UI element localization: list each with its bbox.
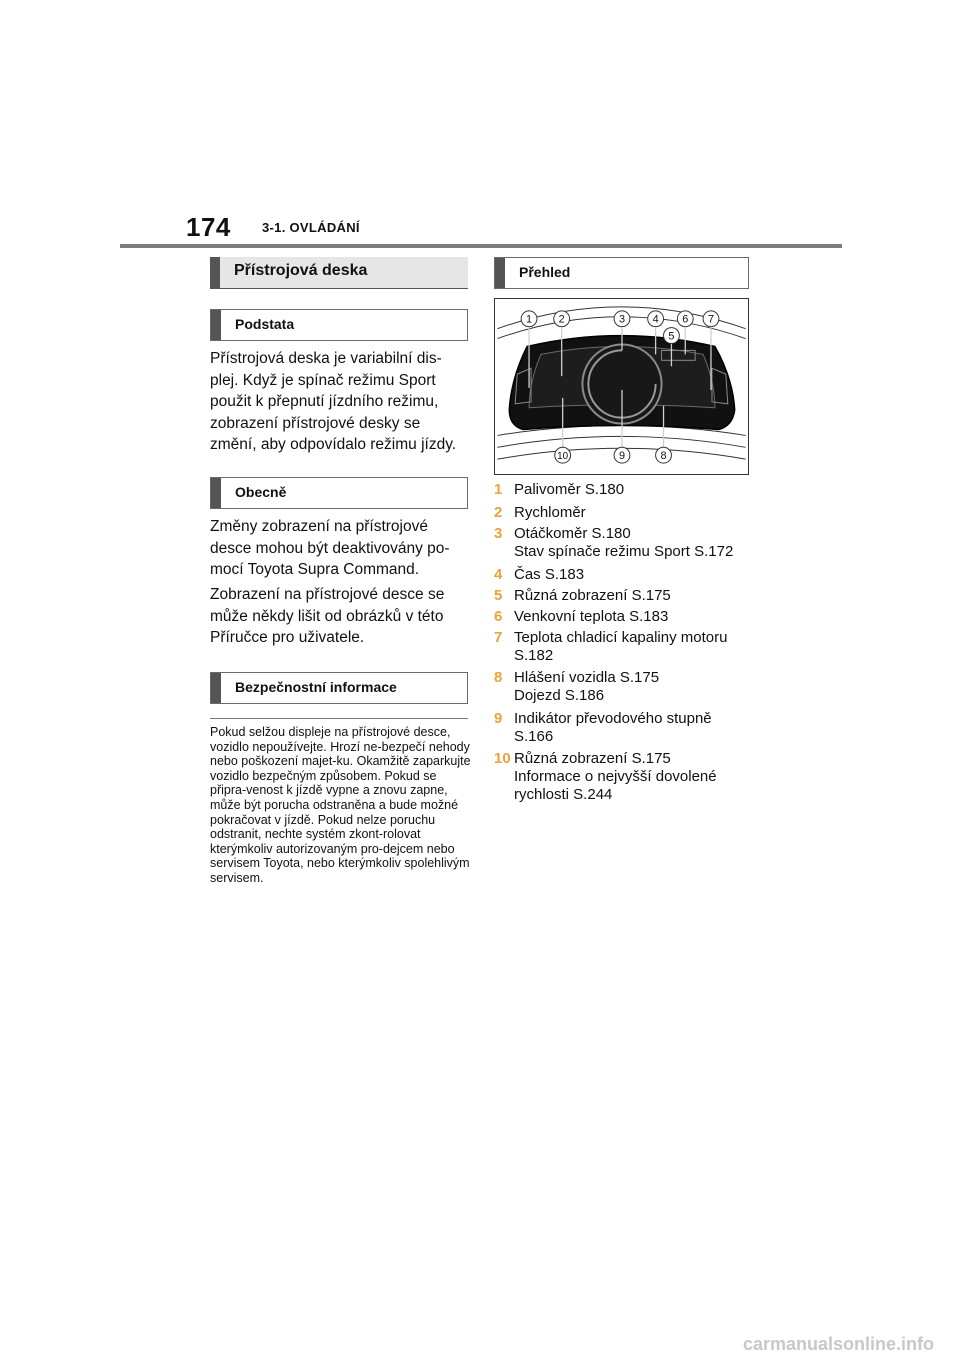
warning-text: Pokud selžou displeje na přístrojové desce, vozidlo nepoužívejte. Hrozí ne-bezpečí nehody nebo poškození majet-ku. Okamžitě zaparkujte vozidlo bezpečným způsobem. Pokud se připra-venost k jízdě vypne a znovu zapne, může být porucha odstraněna a bude možné pokračovat v jízdě. Pokud nelze poruchu odstranit, nechte systém zkont-rolovat kterýmkoliv autorizovaným pro-dejcem nebo servisem Toyota, nebo kterýmkoliv spolehlivým servisem. [210,725,471,885]
obecne-paragraph-2: Zobrazení na přístrojové desce se může někdy lišit od obrázků v této Příručce pro uživatele. [210,586,445,646]
legend-number: 3 [494,525,503,542]
podstata-paragraph: Přístrojová deska je variabilní dis-plej. Když je spínač režimu Sport použit k přepnutí jízdního režimu, zobrazení přístrojové desky se změní, aby odpovídalo režimu jízdy. [210,350,457,453]
legend-text: Otáčkoměr S.180 Stav spínače režimu Sport S.172 [514,525,734,560]
subheading-text: Podstata [235,316,295,332]
warning-rule [210,718,468,719]
heading-bar [211,478,221,508]
legend-text: Čas S.183 [514,566,585,583]
callout-label-5: 5 [668,330,675,343]
legend-number: 2 [494,504,503,521]
callout-label-8: 8 [660,450,667,463]
callout-label-4: 4 [652,313,659,326]
callout-label-6: 6 [682,313,689,326]
legend-text: Různá zobrazení S.175 [514,587,671,604]
callout-label-2: 2 [558,313,565,326]
legend-number: 1 [494,481,503,498]
instrument-cluster-svg [495,299,748,474]
legend-text: Různá zobrazení S.175 Informace o nejvyšší dovolené rychlosti S.244 [514,750,717,803]
obecne-paragraph-1: Změny zobrazení na přístrojové desce mohou být deaktivovány po-mocí Toyota Supra Command. [210,518,450,578]
callout-label-7: 7 [707,313,715,326]
header-rule [120,244,842,248]
callout-label-3: 3 [618,313,626,326]
watermark: carmanualsonline.info [742,1334,934,1354]
callout-label-1: 1 [526,313,533,326]
section-heading-text: Přístrojová deska [234,262,368,279]
subheading-text: Bezpečnostní informace [235,679,397,695]
legend-number: 10 [494,750,511,767]
legend-number: 8 [494,669,503,686]
subheading-bezpecnostni-informace [210,672,468,704]
section-heading-pristrojova-deska [210,257,468,289]
legend-text: Indikátor převodového stupně S.166 [514,710,712,745]
callout-label-10: 10 [557,451,569,463]
section-heading-text: Přehled [519,264,571,280]
heading-bar [210,257,220,288]
section-heading-prehled [494,257,749,289]
callout-label-9: 9 [618,450,626,463]
legend-text: Venkovní teplota S.183 [514,608,669,625]
chapter-title: 3-1. OVLÁDÁNÍ [262,220,360,235]
subheading-obecne [210,477,468,509]
heading-bar [495,258,505,288]
legend-number: 4 [494,566,503,583]
subheading-text: Obecně [235,484,287,500]
legend-number: 5 [494,587,503,604]
heading-bar [211,310,221,340]
legend-text: Rychloměr [514,504,586,521]
legend-number: 6 [494,608,503,625]
legend-number: 9 [494,710,503,727]
legend-text: Teplota chladicí kapaliny motoru S.182 [514,629,728,664]
subheading-podstata [210,309,468,341]
page-number: 174 [186,212,231,242]
legend-text: Hlášení vozidla S.175 Dojezd S.186 [514,669,660,704]
instrument-cluster-diagram [494,298,749,475]
legend-text: Palivoměr S.180 [514,481,625,498]
heading-bar [211,673,221,703]
legend-number: 7 [494,629,503,646]
